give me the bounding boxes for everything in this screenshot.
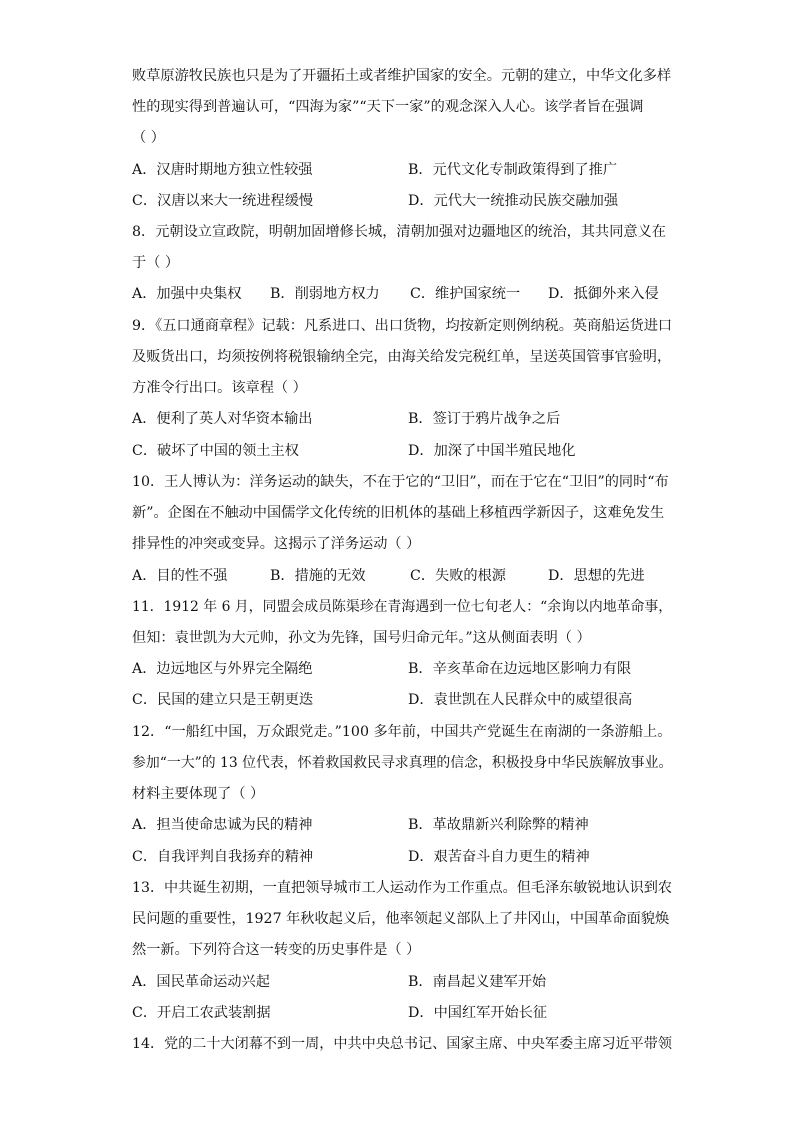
q11-stem-line-2: 但知：袁世凯为大元帅，孙文为先锋，国号归命元年。”这从侧面表明（ ） [132,630,591,646]
q9-option-c: C．破坏了中国的领土主权 [132,443,299,459]
q13-stem-line-3: 然一新。下列符合这一转变的历史事件是（ ） [132,942,421,958]
q10-option-b: B．措施的无效 [270,568,366,584]
q10-option-a: A．目的性不强 [132,568,228,584]
q8-stem-line-1: 8．元朝设立宣政院，明朝加固增修长城，清朝加强对边疆地区的统治，其共同意义在 [132,224,666,240]
q11-option-d: D．袁世凯在人民群众中的威望很高 [408,692,633,708]
q8-option-a: A．加强中央集权 [132,286,242,302]
q13-option-c: C．开启工农武装割据 [132,1005,271,1021]
q13-option-a: A．国民革命运动兴起 [132,974,270,990]
q12-stem-line-1: 12．“一船红中国，万众跟党走。”100 多年前，中国共产党诞生在南湖的一条游船上。 [132,724,672,740]
q9-option-d: D．加深了中国半殖民地化 [408,443,576,459]
q9-option-a: A．便利了英人对华资本输出 [132,411,313,427]
q11-option-a: A．边远地区与外界完全隔绝 [132,661,313,677]
q12-option-c: C．自我评判自我扬弃的精神 [132,849,314,865]
q7-stem-line-3: （ ） [132,130,165,146]
q13-option-b: B．南昌起义建军开始 [408,974,547,990]
q13-stem-line-1: 13．中共诞生初期，一直把领导城市工人运动作为工作重点。但毛泽东敏锐地认识到农 [132,880,672,896]
q8-option-d: D．抵御外来入侵 [548,286,659,302]
q7-option-d: D．元代大一统推动民族交融加强 [408,193,619,209]
q7-option-c: C．汉唐以来大一统进程缓慢 [132,193,314,209]
q8-option-b: B．削弱地方权力 [270,286,380,302]
q7-stem-line-1: 败草原游牧民族也只是为了开疆拓土或者维护国家的安全。元朝的建立，中华文化多样 [132,68,672,84]
q13-stem-line-2: 民问题的重要性，1927 年秋收起义后，他率领起义部队上了井冈山，中国革命面貌焕 [132,911,670,927]
q9-option-b: B．签订于鸦片战争之后 [408,411,561,427]
q8-option-c: C．维护国家统一 [410,286,521,302]
q12-stem-line-2: 参加“一大”的 13 位代表，怀着救国救民寻求真理的信念，积极投身中华民族解放事业。 [132,755,673,771]
q12-option-a: A．担当使命忠诚为民的精神 [132,817,313,833]
q12-option-d: D．艰苦奋斗自力更生的精神 [408,849,590,865]
q11-option-c: C．民国的建立只是王朝更迭 [132,692,314,708]
q14-stem-line-1: 14．党的二十大闭幕不到一周，中共中央总书记、国家主席、中央军委主席习近平带领 [132,1036,672,1052]
q10-stem-line-3: 排异性的冲突或变异。这揭示了洋务运动（ ） [132,536,421,552]
q11-stem-line-1: 11．1912 年 6 月，同盟会成员陈渠珍在青海遇到一位七旬老人：“余询以内地革命事， [132,599,673,615]
q7-option-b: B．元代文化专制政策得到了推广 [408,162,618,178]
q7-option-a: A．汉唐时期地方独立性较强 [132,162,313,178]
q11-option-b: B．辛亥革命在边远地区影响力有限 [408,661,632,677]
q10-stem-line-2: 新”。企图在不触动中国儒学文化传统的旧机体的基础上移植西学新因子，这难免发生 [132,505,665,521]
q9-stem-line-3: 方准令行出口。该章程（ ） [132,380,307,396]
q9-stem-line-1: 9．《五口通商章程》记载：凡系进口、出口货物，均按新定则例纳税。英商船运货进口 [132,318,673,334]
q12-option-b: B．革故鼎新兴利除弊的精神 [408,817,589,833]
q10-stem-line-1: 10．王人博认为：洋务运动的缺失，不在于它的“卫旧”，而在于它在“卫旧”的同时“布 [132,474,669,490]
q8-stem-line-2: 于（ ） [132,255,180,271]
q9-stem-line-2: 及贩货出口，均须按例将税银输纳全完，由海关给发完税红单，呈送英国管事官验明， [132,349,672,365]
q7-stem-line-2: 性的现实得到普遍认可，“四海为家”“天下一家”的观念深入人心。该学者旨在强调 [132,99,644,115]
q10-option-c: C．失败的根源 [410,568,506,584]
q12-stem-line-3: 材料主要体现了（ ） [132,786,265,802]
q13-option-d: D．中国红军开始长征 [408,1005,548,1021]
q10-option-d: D．思想的先进 [548,568,645,584]
